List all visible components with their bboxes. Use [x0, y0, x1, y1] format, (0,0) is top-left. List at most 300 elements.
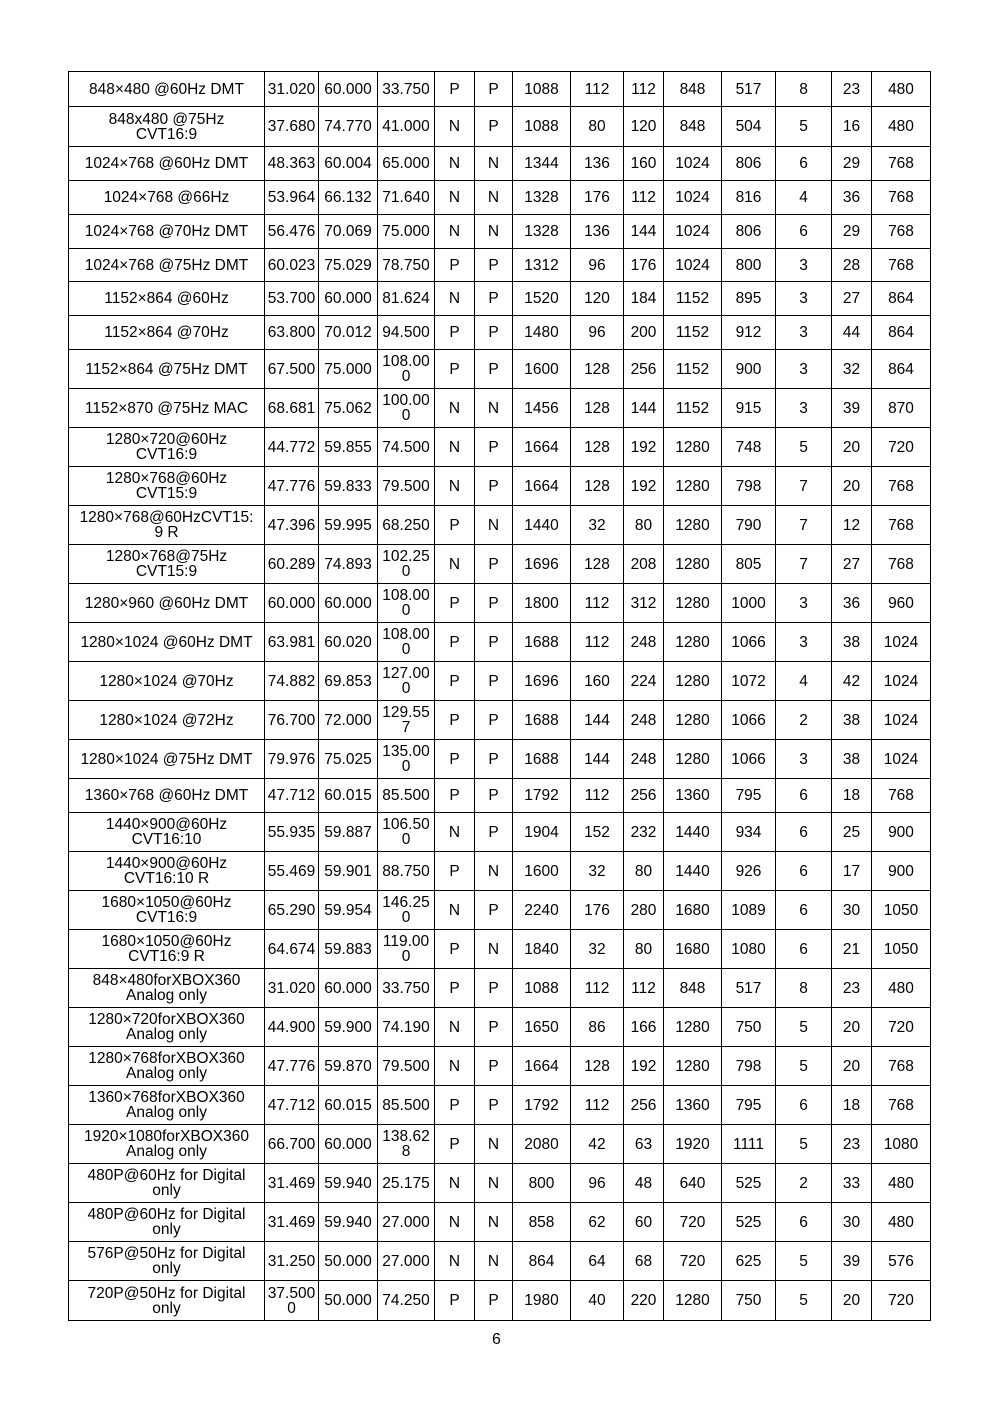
cell-h-active: 848: [664, 969, 722, 1008]
cell-v-total: 525: [722, 1164, 776, 1203]
cell-h-sync: 60: [624, 1203, 664, 1242]
cell-h-active: 1280: [664, 662, 722, 701]
cell-v-active: 768: [872, 249, 931, 282]
cell-v-sync: 44: [832, 316, 872, 350]
cell-h-front-porch: 128: [571, 350, 624, 389]
cell-h-total: 2240: [513, 891, 571, 930]
table-row: [69, 1125, 931, 1164]
cell-h-freq: 66.700: [265, 1125, 319, 1164]
cell-v-active: 768: [872, 1086, 931, 1125]
cell-v-freq: 59.833: [319, 467, 378, 506]
table-row: [69, 282, 931, 316]
cell-v-front-porch: 5: [776, 1281, 832, 1321]
cell-h-polarity: N: [435, 107, 475, 147]
cell-h-active: 1680: [664, 930, 722, 969]
cell-v-active: 480: [872, 969, 931, 1008]
cell-h-total: 1600: [513, 350, 571, 389]
cell-h-freq: 31.469: [265, 1203, 319, 1242]
cell-v-freq: 60.015: [319, 779, 378, 813]
table-row: [69, 389, 931, 428]
cell-v-total: 816: [722, 181, 776, 215]
cell-h-total: 1328: [513, 181, 571, 215]
cell-v-freq: 75.029: [319, 249, 378, 282]
cell-h-active: 1152: [664, 389, 722, 428]
cell-h-polarity: P: [435, 350, 475, 389]
cell-h-freq: 44.772: [265, 428, 319, 467]
cell-h-freq: 67.500: [265, 350, 319, 389]
cell-h-active: 1280: [664, 740, 722, 779]
cell-pixel-clock: 94.500: [378, 316, 435, 350]
table-row: [69, 891, 931, 930]
cell-resolution: 1680×1050@60Hz CVT16:9: [69, 891, 265, 930]
cell-h-freq: 47.776: [265, 1047, 319, 1086]
cell-v-sync: 18: [832, 779, 872, 813]
cell-v-freq: 75.025: [319, 740, 378, 779]
cell-h-sync: 63: [624, 1125, 664, 1164]
cell-h-active: 1280: [664, 467, 722, 506]
cell-v-freq: 59.887: [319, 813, 378, 852]
cell-h-polarity: P: [435, 316, 475, 350]
cell-h-front-porch: 62: [571, 1203, 624, 1242]
cell-h-front-porch: 64: [571, 1242, 624, 1281]
cell-resolution: 1152×870 @75Hz MAC: [69, 389, 265, 428]
cell-h-freq: 37.680: [265, 107, 319, 147]
cell-v-front-porch: 6: [776, 852, 832, 891]
cell-v-polarity: P: [475, 1008, 513, 1047]
cell-h-front-porch: 32: [571, 930, 624, 969]
cell-v-sync: 36: [832, 584, 872, 623]
cell-v-polarity: N: [475, 215, 513, 249]
cell-v-front-porch: 5: [776, 1047, 832, 1086]
cell-v-freq: 60.000: [319, 969, 378, 1008]
cell-v-freq: 60.020: [319, 623, 378, 662]
table-row: [69, 1047, 931, 1086]
cell-h-polarity: P: [435, 740, 475, 779]
cell-resolution: 720P@50Hz for Digital only: [69, 1281, 265, 1321]
cell-resolution: 848×480 @60Hz DMT: [69, 72, 265, 107]
cell-h-polarity: P: [435, 779, 475, 813]
cell-v-freq: 59.954: [319, 891, 378, 930]
cell-h-sync: 160: [624, 147, 664, 181]
cell-h-front-porch: 96: [571, 1164, 624, 1203]
cell-v-active: 900: [872, 813, 931, 852]
cell-h-front-porch: 128: [571, 1047, 624, 1086]
cell-v-total: 1066: [722, 623, 776, 662]
cell-h-sync: 312: [624, 584, 664, 623]
cell-h-front-porch: 112: [571, 779, 624, 813]
cell-h-active: 1024: [664, 181, 722, 215]
cell-resolution: 1360×768 @60Hz DMT: [69, 779, 265, 813]
cell-v-sync: 38: [832, 701, 872, 740]
cell-h-freq: 47.712: [265, 1086, 319, 1125]
cell-h-polarity: N: [435, 147, 475, 181]
cell-h-freq: 53.700: [265, 282, 319, 316]
cell-v-total: 504: [722, 107, 776, 147]
cell-v-total: 517: [722, 72, 776, 107]
cell-resolution: 1024×768 @66Hz: [69, 181, 265, 215]
cell-h-total: 1792: [513, 1086, 571, 1125]
cell-h-polarity: N: [435, 282, 475, 316]
cell-v-polarity: P: [475, 316, 513, 350]
cell-h-sync: 256: [624, 1086, 664, 1125]
cell-h-front-porch: 128: [571, 467, 624, 506]
cell-v-sync: 29: [832, 215, 872, 249]
cell-v-polarity: N: [475, 1125, 513, 1164]
cell-h-polarity: P: [435, 969, 475, 1008]
cell-v-active: 480: [872, 72, 931, 107]
cell-h-freq: 63.800: [265, 316, 319, 350]
cell-v-front-porch: 3: [776, 740, 832, 779]
cell-v-total: 1066: [722, 701, 776, 740]
cell-pixel-clock: 41.000: [378, 107, 435, 147]
cell-pixel-clock: 78.750: [378, 249, 435, 282]
table-row: [69, 662, 931, 701]
cell-v-active: 768: [872, 181, 931, 215]
cell-pixel-clock: 75.000: [378, 215, 435, 249]
cell-v-active: 960: [872, 584, 931, 623]
cell-v-sync: 20: [832, 467, 872, 506]
cell-h-front-porch: 128: [571, 389, 624, 428]
cell-v-front-porch: 6: [776, 1203, 832, 1242]
cell-v-sync: 42: [832, 662, 872, 701]
cell-h-total: 2080: [513, 1125, 571, 1164]
cell-v-front-porch: 3: [776, 249, 832, 282]
cell-h-sync: 80: [624, 852, 664, 891]
cell-pixel-clock: 85.500: [378, 779, 435, 813]
cell-v-freq: 59.900: [319, 1008, 378, 1047]
cell-v-polarity: P: [475, 428, 513, 467]
cell-v-front-porch: 3: [776, 350, 832, 389]
cell-v-active: 576: [872, 1242, 931, 1281]
cell-h-freq: 37.500 0: [265, 1281, 319, 1321]
table-row: [69, 1164, 931, 1203]
cell-v-front-porch: 6: [776, 147, 832, 181]
cell-h-polarity: N: [435, 389, 475, 428]
cell-resolution: 1152×864 @75Hz DMT: [69, 350, 265, 389]
table-row: [69, 249, 931, 282]
cell-v-active: 480: [872, 1203, 931, 1242]
cell-h-sync: 144: [624, 389, 664, 428]
table-row: [69, 467, 931, 506]
cell-v-total: 798: [722, 467, 776, 506]
cell-resolution: 1920×1080forXBOX360 Analog only: [69, 1125, 265, 1164]
cell-h-freq: 65.290: [265, 891, 319, 930]
cell-resolution: 848×480forXBOX360 Analog only: [69, 969, 265, 1008]
cell-v-sync: 12: [832, 506, 872, 545]
cell-v-total: 1089: [722, 891, 776, 930]
cell-resolution: 1360×768forXBOX360 Analog only: [69, 1086, 265, 1125]
cell-pixel-clock: 74.500: [378, 428, 435, 467]
cell-v-front-porch: 6: [776, 930, 832, 969]
cell-v-front-porch: 5: [776, 1125, 832, 1164]
cell-v-active: 864: [872, 316, 931, 350]
cell-h-sync: 120: [624, 107, 664, 147]
cell-v-polarity: P: [475, 467, 513, 506]
cell-h-sync: 220: [624, 1281, 664, 1321]
cell-v-front-porch: 2: [776, 701, 832, 740]
cell-v-freq: 69.853: [319, 662, 378, 701]
cell-v-sync: 33: [832, 1164, 872, 1203]
cell-v-freq: 74.893: [319, 545, 378, 584]
cell-v-freq: 70.012: [319, 316, 378, 350]
cell-h-polarity: N: [435, 1242, 475, 1281]
cell-v-active: 480: [872, 107, 931, 147]
cell-v-freq: 59.940: [319, 1164, 378, 1203]
cell-v-sync: 23: [832, 969, 872, 1008]
cell-h-active: 1280: [664, 428, 722, 467]
cell-resolution: 1024×768 @60Hz DMT: [69, 147, 265, 181]
cell-h-polarity: N: [435, 813, 475, 852]
cell-h-active: 1360: [664, 1086, 722, 1125]
cell-v-freq: 70.069: [319, 215, 378, 249]
cell-v-active: 1024: [872, 740, 931, 779]
cell-h-front-porch: 136: [571, 147, 624, 181]
table-row: [69, 740, 931, 779]
cell-v-total: 1066: [722, 740, 776, 779]
cell-v-total: 795: [722, 1086, 776, 1125]
cell-v-total: 625: [722, 1242, 776, 1281]
cell-v-freq: 60.000: [319, 584, 378, 623]
cell-h-sync: 256: [624, 779, 664, 813]
cell-v-total: 1111: [722, 1125, 776, 1164]
cell-h-polarity: N: [435, 1164, 475, 1203]
cell-pixel-clock: 33.750: [378, 72, 435, 107]
cell-h-sync: 280: [624, 891, 664, 930]
cell-v-freq: 74.770: [319, 107, 378, 147]
cell-v-front-porch: 4: [776, 181, 832, 215]
cell-h-freq: 55.935: [265, 813, 319, 852]
cell-v-total: 748: [722, 428, 776, 467]
cell-v-total: 895: [722, 282, 776, 316]
cell-h-active: 1152: [664, 282, 722, 316]
cell-h-polarity: N: [435, 1008, 475, 1047]
cell-h-freq: 63.981: [265, 623, 319, 662]
cell-h-sync: 184: [624, 282, 664, 316]
cell-h-front-porch: 144: [571, 740, 624, 779]
cell-pixel-clock: 68.250: [378, 506, 435, 545]
cell-v-sync: 28: [832, 249, 872, 282]
cell-v-active: 1050: [872, 891, 931, 930]
cell-h-polarity: P: [435, 584, 475, 623]
cell-resolution: 1280×720@60Hz CVT16:9: [69, 428, 265, 467]
cell-h-front-porch: 112: [571, 72, 624, 107]
cell-v-total: 805: [722, 545, 776, 584]
cell-h-active: 1280: [664, 1281, 722, 1321]
table-row: [69, 215, 931, 249]
table-row: [69, 969, 931, 1008]
cell-v-active: 768: [872, 1047, 931, 1086]
cell-h-sync: 144: [624, 215, 664, 249]
cell-h-total: 1650: [513, 1008, 571, 1047]
cell-h-freq: 31.020: [265, 72, 319, 107]
cell-h-total: 1312: [513, 249, 571, 282]
cell-h-sync: 232: [624, 813, 664, 852]
cell-h-active: 1280: [664, 1047, 722, 1086]
cell-h-front-porch: 144: [571, 701, 624, 740]
cell-v-total: 806: [722, 215, 776, 249]
cell-h-sync: 192: [624, 467, 664, 506]
cell-v-freq: 75.062: [319, 389, 378, 428]
cell-pixel-clock: 25.175: [378, 1164, 435, 1203]
cell-h-active: 848: [664, 107, 722, 147]
cell-v-front-porch: 7: [776, 467, 832, 506]
cell-h-front-porch: 176: [571, 891, 624, 930]
cell-v-total: 1000: [722, 584, 776, 623]
cell-h-total: 800: [513, 1164, 571, 1203]
cell-resolution: 1024×768 @70Hz DMT: [69, 215, 265, 249]
cell-v-front-porch: 3: [776, 389, 832, 428]
cell-v-total: 926: [722, 852, 776, 891]
cell-v-polarity: P: [475, 249, 513, 282]
cell-v-front-porch: 2: [776, 1164, 832, 1203]
cell-h-polarity: N: [435, 545, 475, 584]
cell-h-sync: 80: [624, 930, 664, 969]
cell-v-polarity: N: [475, 389, 513, 428]
cell-resolution: 1280×768forXBOX360 Analog only: [69, 1047, 265, 1086]
cell-h-sync: 256: [624, 350, 664, 389]
table-row: [69, 1008, 931, 1047]
cell-v-total: 915: [722, 389, 776, 428]
cell-v-active: 720: [872, 428, 931, 467]
cell-pixel-clock: 119.00 0: [378, 930, 435, 969]
cell-h-sync: 176: [624, 249, 664, 282]
cell-h-polarity: N: [435, 181, 475, 215]
cell-h-freq: 56.476: [265, 215, 319, 249]
table-row: [69, 1281, 931, 1321]
cell-h-active: 1280: [664, 623, 722, 662]
cell-v-total: 795: [722, 779, 776, 813]
table-row: [69, 147, 931, 181]
cell-h-sync: 80: [624, 506, 664, 545]
cell-pixel-clock: 79.500: [378, 1047, 435, 1086]
cell-pixel-clock: 71.640: [378, 181, 435, 215]
cell-h-front-porch: 112: [571, 584, 624, 623]
cell-v-polarity: P: [475, 779, 513, 813]
cell-h-polarity: N: [435, 428, 475, 467]
cell-h-freq: 79.976: [265, 740, 319, 779]
cell-h-total: 858: [513, 1203, 571, 1242]
cell-h-total: 1664: [513, 467, 571, 506]
cell-v-polarity: P: [475, 1086, 513, 1125]
cell-pixel-clock: 135.00 0: [378, 740, 435, 779]
table-row: [69, 701, 931, 740]
table-row: [69, 852, 931, 891]
cell-v-total: 525: [722, 1203, 776, 1242]
cell-v-polarity: N: [475, 147, 513, 181]
cell-h-total: 1088: [513, 107, 571, 147]
cell-v-active: 768: [872, 545, 931, 584]
cell-h-total: 1664: [513, 1047, 571, 1086]
table-row: [69, 1203, 931, 1242]
cell-h-front-porch: 152: [571, 813, 624, 852]
cell-v-active: 900: [872, 852, 931, 891]
cell-v-total: 1080: [722, 930, 776, 969]
cell-h-front-porch: 40: [571, 1281, 624, 1321]
table-row: [69, 623, 931, 662]
cell-v-sync: 18: [832, 1086, 872, 1125]
cell-h-active: 640: [664, 1164, 722, 1203]
cell-v-active: 1024: [872, 662, 931, 701]
cell-v-active: 864: [872, 350, 931, 389]
cell-v-front-porch: 6: [776, 779, 832, 813]
cell-v-sync: 39: [832, 389, 872, 428]
cell-h-active: 1152: [664, 350, 722, 389]
cell-v-freq: 59.883: [319, 930, 378, 969]
cell-v-front-porch: 8: [776, 969, 832, 1008]
cell-h-freq: 47.712: [265, 779, 319, 813]
cell-v-front-porch: 4: [776, 662, 832, 701]
cell-pixel-clock: 65.000: [378, 147, 435, 181]
cell-h-active: 1280: [664, 701, 722, 740]
cell-v-freq: 72.000: [319, 701, 378, 740]
cell-resolution: 1280×768@60HzCVT15: 9 R: [69, 506, 265, 545]
cell-h-sync: 208: [624, 545, 664, 584]
cell-h-front-porch: 128: [571, 428, 624, 467]
cell-v-sync: 38: [832, 623, 872, 662]
cell-h-active: 1360: [664, 779, 722, 813]
cell-pixel-clock: 85.500: [378, 1086, 435, 1125]
cell-v-sync: 27: [832, 545, 872, 584]
cell-h-sync: 248: [624, 623, 664, 662]
cell-resolution: 1680×1050@60Hz CVT16:9 R: [69, 930, 265, 969]
cell-pixel-clock: 108.00 0: [378, 584, 435, 623]
table-row: [69, 813, 931, 852]
table-row: [69, 107, 931, 147]
cell-v-polarity: P: [475, 969, 513, 1008]
cell-pixel-clock: 27.000: [378, 1203, 435, 1242]
cell-h-front-porch: 96: [571, 316, 624, 350]
cell-h-active: 1280: [664, 1008, 722, 1047]
cell-resolution: 1440×900@60Hz CVT16:10: [69, 813, 265, 852]
cell-h-polarity: N: [435, 215, 475, 249]
cell-h-total: 1792: [513, 779, 571, 813]
cell-h-total: 1688: [513, 623, 571, 662]
cell-v-total: 750: [722, 1008, 776, 1047]
cell-pixel-clock: 108.00 0: [378, 623, 435, 662]
cell-v-sync: 21: [832, 930, 872, 969]
timing-table: [68, 71, 931, 1321]
cell-v-sync: 23: [832, 1125, 872, 1164]
cell-h-freq: 47.776: [265, 467, 319, 506]
cell-h-freq: 44.900: [265, 1008, 319, 1047]
cell-h-sync: 224: [624, 662, 664, 701]
cell-h-sync: 48: [624, 1164, 664, 1203]
cell-h-freq: 53.964: [265, 181, 319, 215]
cell-h-polarity: N: [435, 1203, 475, 1242]
cell-v-sync: 30: [832, 1203, 872, 1242]
cell-v-active: 768: [872, 779, 931, 813]
cell-resolution: 1280×960 @60Hz DMT: [69, 584, 265, 623]
cell-v-polarity: P: [475, 740, 513, 779]
cell-h-front-porch: 112: [571, 623, 624, 662]
cell-h-freq: 55.469: [265, 852, 319, 891]
cell-pixel-clock: 138.62 8: [378, 1125, 435, 1164]
cell-v-freq: 59.940: [319, 1203, 378, 1242]
cell-h-active: 1680: [664, 891, 722, 930]
cell-h-total: 1328: [513, 215, 571, 249]
cell-v-front-porch: 3: [776, 282, 832, 316]
cell-h-front-porch: 80: [571, 107, 624, 147]
cell-v-sync: 27: [832, 282, 872, 316]
cell-v-sync: 20: [832, 1047, 872, 1086]
cell-v-total: 798: [722, 1047, 776, 1086]
cell-h-active: 720: [664, 1242, 722, 1281]
cell-v-front-porch: 8: [776, 72, 832, 107]
table-row: [69, 316, 931, 350]
cell-v-front-porch: 5: [776, 1008, 832, 1047]
cell-v-freq: 60.000: [319, 72, 378, 107]
cell-h-freq: 31.250: [265, 1242, 319, 1281]
